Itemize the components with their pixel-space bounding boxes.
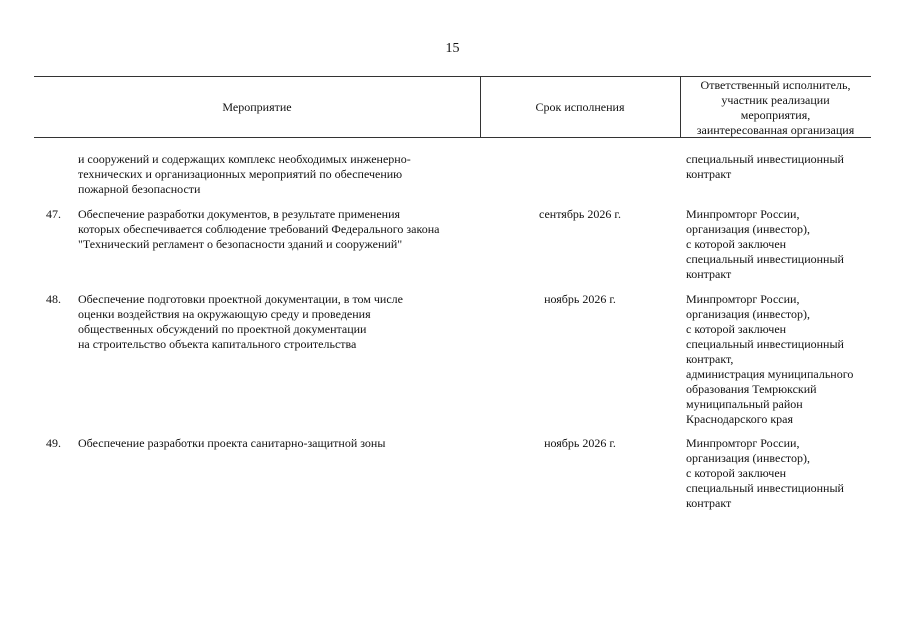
header-deadline: Срок исполнения <box>535 100 625 114</box>
header-responsible: Ответственный исполнитель, участник реализации мероприятия, заинтересованная организация <box>696 78 855 137</box>
header-event: Мероприятие <box>222 100 292 114</box>
row-event: и сооружений и содержащих комплекс необходимых инженерно- технических и организационных мероприятий по обеспечению пожарной безопасности <box>78 152 411 196</box>
row-deadline: сентябрь 2026 г. <box>539 207 621 221</box>
row-deadline: ноябрь 2026 г. <box>544 436 616 450</box>
row-number: 48. <box>46 292 61 306</box>
row-deadline: ноябрь 2026 г. <box>544 292 616 306</box>
page-number: 15 <box>445 41 460 56</box>
row-number: 49. <box>46 436 61 450</box>
table-top-rule <box>34 76 871 77</box>
row-responsible: специальный инвестиционный контракт <box>686 152 844 181</box>
row-event: Обеспечение подготовки проектной документации, в том числе оценки воздействия на окружающую среду и проведения общественных обсуждений по проектной документации на строительство объекта капитального строительства <box>78 292 403 351</box>
row-responsible: Минпромторг России, организация (инвестор), с которой заключен специальный инвестиционный контракт, администрация муниципального образования Темрюкский муниципальный район Краснодарского края <box>686 292 854 426</box>
row-event: Обеспечение разработки проекта санитарно-защитной зоны <box>78 436 386 450</box>
row-number: 47. <box>46 207 61 221</box>
row-event: Обеспечение разработки документов, в результате применения которых обеспечивается соблюдение требований Федерального закона "Технический регламент о безопасности зданий и сооружений" <box>78 207 440 251</box>
row-responsible: Минпромторг России, организация (инвестор), с которой заключен специальный инвестиционный контракт <box>686 436 844 510</box>
row-responsible: Минпромторг России, организация (инвестор), с которой заключен специальный инвестиционный контракт <box>686 207 844 281</box>
